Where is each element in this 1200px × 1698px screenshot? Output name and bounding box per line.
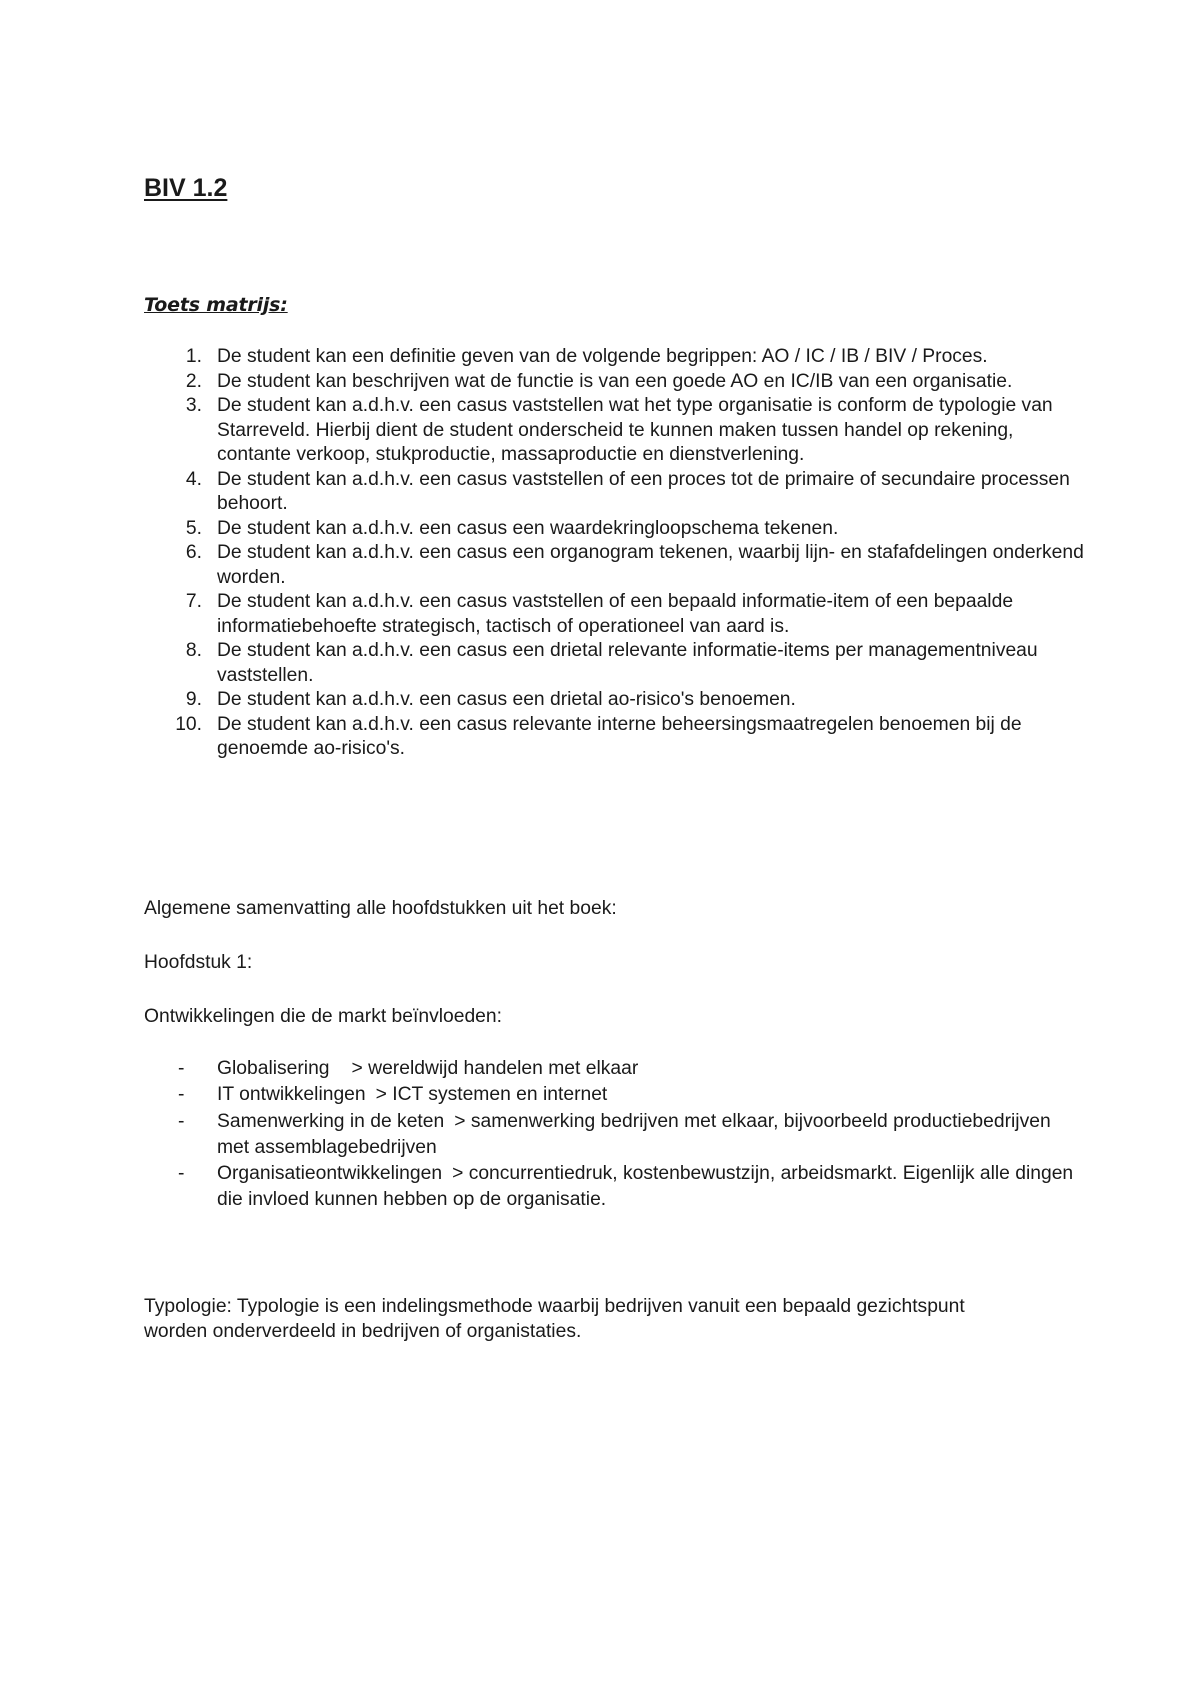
list-number: 9. — [185, 689, 202, 710]
list-item-text: De student kan a.d.h.v. een casus een waardekringloopschema tekenen. — [217, 517, 839, 539]
list-number: 8. — [185, 640, 202, 661]
development-term: Organisatieontwikkelingen — [217, 1163, 443, 1185]
matrix-list — [144, 345, 1084, 762]
developments-heading: Ontwikkelingen die de markt beïnvloeden: — [144, 1006, 502, 1027]
development-description: > concurrentiedruk, kostenbewustzijn, arbeidsmarkt. Eigenlijk alle dingen die invloed kunnen hebben op de organisatie. — [217, 1163, 1074, 1211]
list-item — [144, 394, 1084, 468]
list-number: 2. — [185, 370, 202, 392]
list-number: 7. — [185, 591, 202, 612]
list-item — [144, 370, 1084, 395]
list-item — [144, 345, 1084, 370]
list-number: 10. — [175, 713, 202, 735]
list-item — [144, 468, 1084, 517]
list-item-text: De student kan a.d.h.v. een casus vaststellen of een proces tot de primaire of secundaire processen behoort. — [217, 468, 1070, 514]
document-title: BIV 1.2 — [144, 174, 228, 202]
bullet-dash: - — [178, 1163, 185, 1185]
list-item — [144, 1161, 1084, 1214]
development-description: > wereldwijd handelen met elkaar — [351, 1058, 639, 1079]
list-number: 6. — [185, 542, 202, 563]
list-item — [144, 639, 1084, 688]
list-item — [144, 1056, 1084, 1082]
section-heading-toets-matrijs: Toets matrijs: — [144, 294, 288, 316]
development-description: > ICT systemen en internet — [375, 1084, 608, 1106]
bullet-dash: - — [178, 1110, 185, 1132]
bullet-dash: - — [178, 1084, 185, 1106]
list-item — [144, 517, 1084, 542]
development-term: IT ontwikkelingen — [217, 1084, 366, 1106]
chapter-heading: Hoofdstuk 1: — [144, 952, 253, 973]
list-item — [144, 1109, 1084, 1162]
list-item-text: De student kan a.d.h.v. een casus vaststellen of een bepaald informatie-item of een bepaalde informatiebehoefte strategisch, tactisch of operationeel van aard is. — [217, 591, 1014, 637]
list-item — [144, 590, 1084, 639]
list-item-text: De student kan a.d.h.v. een casus vaststellen wat het type organisatie is conform de typologie van Starreveld. Hierbij dient de student onderscheid te kunnen maken tussen handel op rekening, contante verkoop, stukproductie, massaproductie en dienstverlening. — [217, 395, 1053, 465]
list-number: 5. — [185, 517, 202, 539]
list-item — [144, 713, 1084, 762]
list-number: 3. — [185, 395, 202, 416]
list-item — [144, 541, 1084, 590]
list-item-text: De student kan a.d.h.v. een casus een drietal relevante informatie-items per managementniveau vaststellen. — [217, 640, 1038, 686]
list-item-text: De student kan a.d.h.v. een casus een organogram tekenen, waarbij lijn- en stafafdelingen onderkend worden. — [217, 542, 1084, 588]
list-item — [144, 1082, 1084, 1108]
list-item-text: De student kan beschrijven wat de functie is van een goede AO en IC/IB van een organisatie. — [217, 370, 1013, 392]
developments-list — [144, 1056, 1084, 1214]
list-item-text: De student kan a.d.h.v. een casus relevante interne beheersingsmaatregelen benoemen bij de genoemde ao-risico's. — [217, 713, 1022, 759]
list-number: 1. — [185, 346, 202, 367]
summary-intro: Algemene samenvatting alle hoofdstukken uit het boek: — [144, 898, 617, 919]
list-number: 4. — [185, 468, 202, 490]
typology-definition: Typologie: Typologie is een indelingsmethode waarbij bedrijven vanuit een bepaald gezichtspunt worden onderverdeeld in bedrijven of organistaties. — [144, 1296, 965, 1342]
list-item — [144, 688, 1084, 713]
development-description: > samenwerking bedrijven met elkaar, bijvoorbeeld productiebedrijven met assemblagebedrijven — [217, 1110, 1051, 1158]
development-term: Globalisering — [217, 1058, 330, 1079]
bullet-dash: - — [178, 1058, 185, 1079]
development-term: Samenwerking in de keten — [217, 1110, 445, 1132]
list-item-text: De student kan een definitie geven van de volgende begrippen: AO / IC / IB / BIV / Proces. — [217, 346, 988, 367]
list-item-text: De student kan a.d.h.v. een casus een drietal ao-risico's benoemen. — [217, 689, 796, 710]
